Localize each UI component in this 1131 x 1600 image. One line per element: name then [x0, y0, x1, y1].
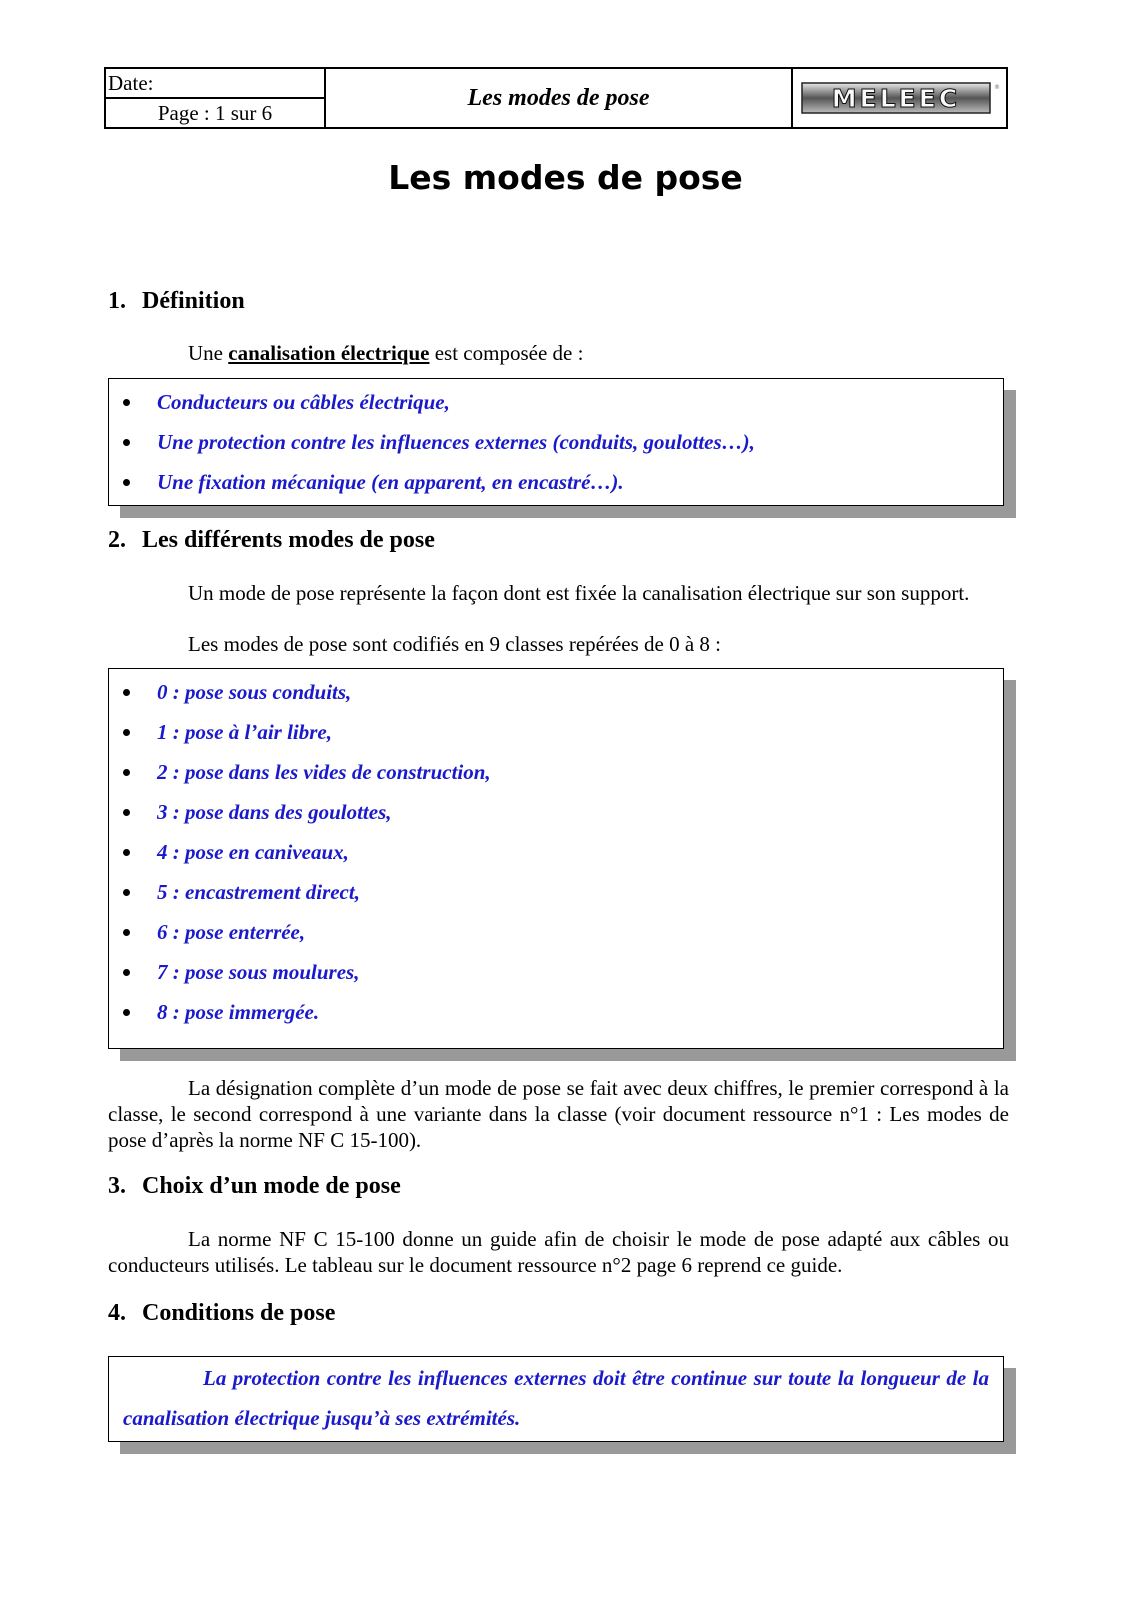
svg-text:®: ®: [993, 84, 1000, 91]
list-item: [109, 712, 1003, 752]
list-item: [109, 832, 1003, 872]
modes-box: [108, 668, 1004, 1049]
header-page-number: Page : 1 sur 6: [157, 101, 273, 125]
list-item: [109, 462, 1003, 502]
document-title: Les modes de pose: [388, 158, 743, 197]
list-item-text: 0 : pose sous conduits,: [157, 680, 352, 704]
section-heading-conditions: [108, 1300, 335, 1327]
list-item-text: 3 : pose dans des goulottes,: [157, 800, 392, 824]
section-heading-choice: [108, 1173, 401, 1200]
list-item-text: Conducteurs ou câbles électrique,: [157, 390, 450, 414]
list-item: [109, 992, 1003, 1032]
list-item-text: 7 : pose sous moulures,: [157, 960, 360, 984]
bullet-icon: [123, 479, 130, 486]
list-item-text: 1 : pose à l’air libre,: [157, 720, 332, 744]
meleec-logo-icon: [800, 78, 1000, 118]
bullet-icon: [123, 769, 130, 776]
section-heading-text: Choix d’un mode de pose: [142, 1173, 401, 1199]
section-heading-text: Définition: [142, 288, 245, 314]
list-item: [109, 382, 1003, 422]
list-item: [109, 952, 1003, 992]
bullet-icon: [123, 729, 130, 736]
section-number: 2.: [108, 527, 126, 553]
meleec-logo: [793, 69, 1006, 127]
designation-paragraph: La désignation complète d’un mode de pose se fait avec deux chiffres, le premier correspond à la classe, le second correspond à une variante dans la classe (voir document ressource n°1 : Les modes de pose d’après la norme NF C 15-100).: [108, 1076, 1009, 1152]
bullet-icon: [123, 399, 130, 406]
definition-intro: [108, 340, 1009, 366]
modes-paragraph-2: Les modes de pose sont codifiés en 9 classes repérées de 0 à 8 :: [188, 632, 721, 656]
section-heading-modes: [108, 527, 435, 554]
list-item-text: Une protection contre les influences externes (conduits, goulottes…),: [157, 430, 755, 454]
bullet-icon: [123, 439, 130, 446]
header-title: Les modes de pose: [326, 69, 793, 127]
section-number: 1.: [108, 288, 126, 314]
definition-list: [109, 382, 1003, 502]
bullet-icon: [123, 969, 130, 976]
bullet-icon: [123, 809, 130, 816]
bullet-icon: [123, 849, 130, 856]
list-item: [109, 672, 1003, 712]
document-header: [104, 67, 1008, 129]
conditions-box: La protection contre les influences externes doit être continue sur toute la longueur de la canalisation électrique jusqu’à ses extrémités.: [108, 1356, 1004, 1442]
bullet-icon: [123, 889, 130, 896]
definition-box: [108, 378, 1004, 506]
intro-term: canalisation électrique: [228, 341, 430, 365]
bullet-icon: [123, 689, 130, 696]
header-left-cell: [106, 69, 326, 127]
list-item-text: Une fixation mécanique (en apparent, en encastré…).: [157, 470, 624, 494]
section-number: 3.: [108, 1173, 126, 1199]
list-item: [109, 912, 1003, 952]
modes-paragraph-1: Un mode de pose représente la façon dont est fixée la canalisation électrique sur son support.: [188, 581, 970, 605]
intro-text-end: est composée de :: [429, 341, 584, 365]
list-item: [109, 752, 1003, 792]
bullet-icon: [123, 929, 130, 936]
section-number: 4.: [108, 1300, 126, 1326]
list-item-text: 5 : encastrement direct,: [157, 880, 360, 904]
list-item: [109, 422, 1003, 462]
header-date: Date:: [106, 69, 324, 99]
list-item: [109, 792, 1003, 832]
list-item-text: 6 : pose enterrée,: [157, 920, 306, 944]
section-heading-definition: [108, 288, 245, 315]
intro-text: Une: [188, 341, 229, 365]
list-item: [109, 872, 1003, 912]
section-heading-text: Les différents modes de pose: [142, 527, 435, 553]
choice-paragraph: La norme NF C 15-100 donne un guide afin de choisir le mode de pose adapté aux câbles ou conducteurs utilisés. Le tableau sur le document ressource n°2 page 6 reprend ce guide.: [108, 1227, 1009, 1277]
list-item-text: 4 : pose en caniveaux,: [157, 840, 349, 864]
bullet-icon: [123, 1009, 130, 1016]
modes-list: [109, 672, 1003, 1032]
list-item-text: 8 : pose immergée.: [157, 1000, 320, 1024]
list-item-text: 2 : pose dans les vides de construction,: [157, 760, 491, 784]
svg-text:MELEEC: MELEEC: [831, 84, 960, 113]
section-heading-text: Conditions de pose: [142, 1300, 336, 1326]
